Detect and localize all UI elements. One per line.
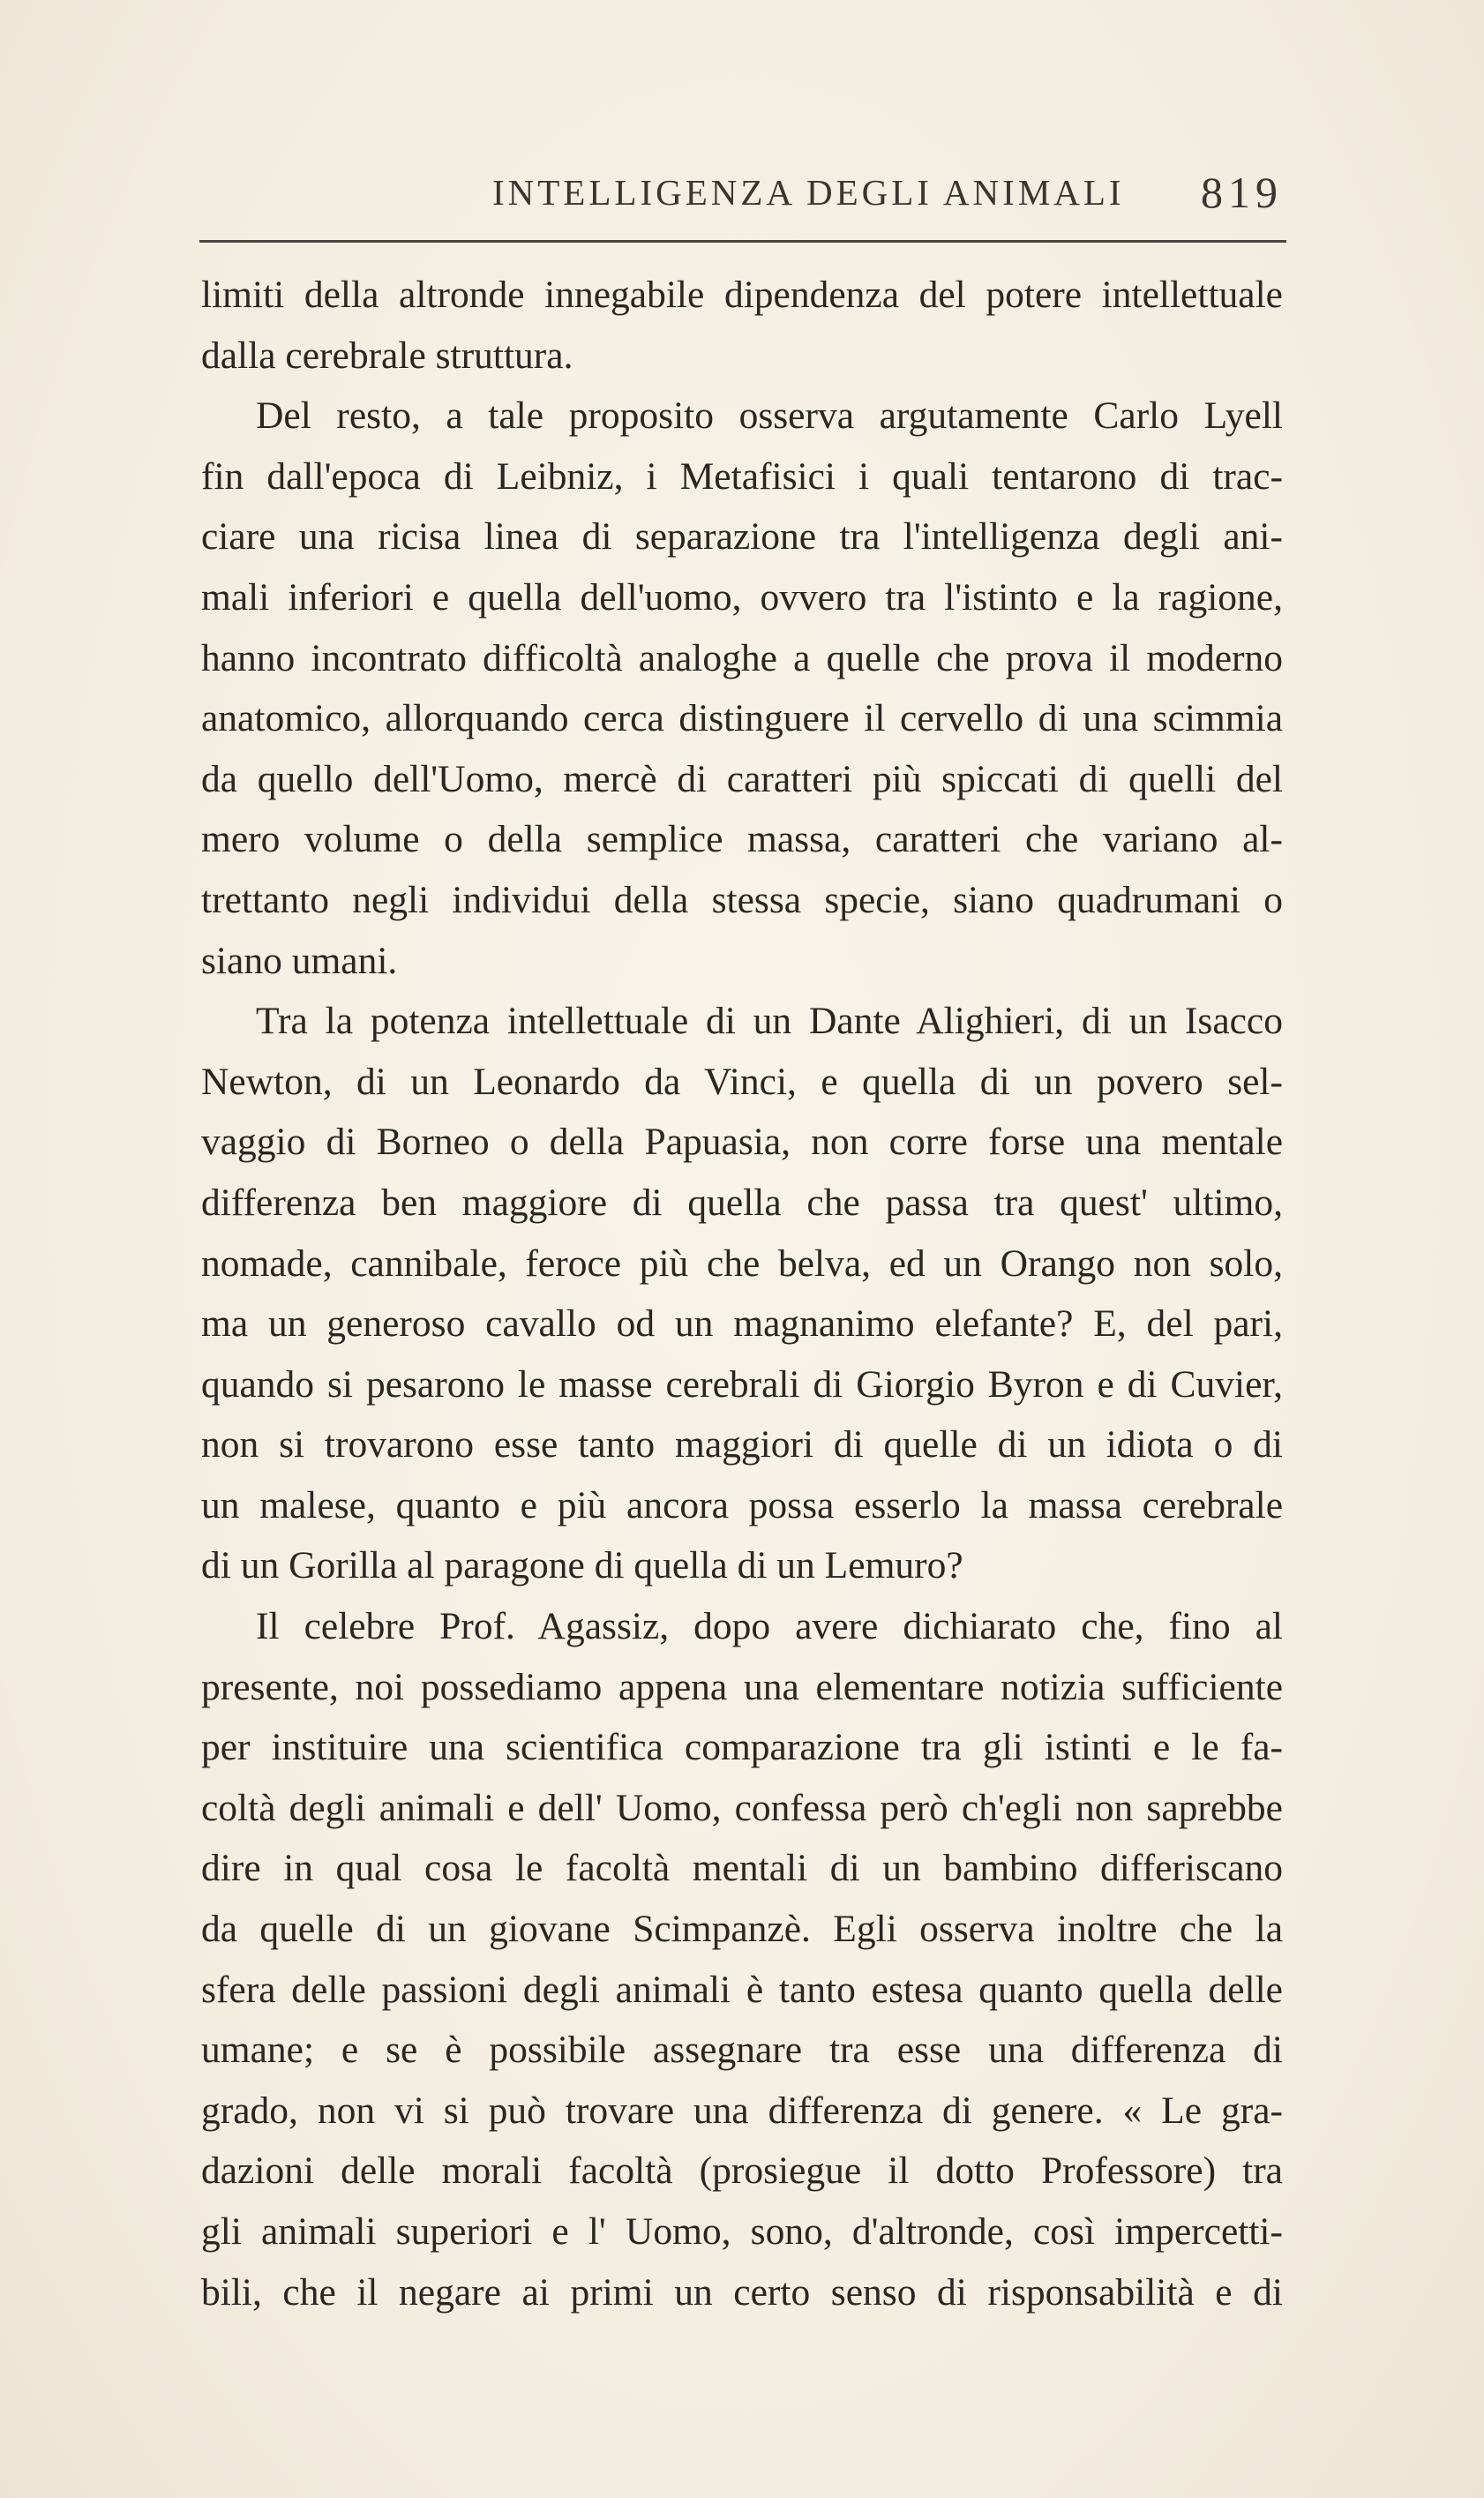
text-line: ma un generoso cavallo od un magnanimo elefante? E, del pari, [201,1302,1283,1346]
text-line: differenza ben maggiore di quella che passa tra quest' ultimo, [201,1181,1283,1224]
text-line: dire in qual cosa le facoltà mentali di un bambino differiscano [201,1847,1283,1890]
text-line: mero volume o della semplice massa, caratteri che variano al- [201,818,1283,861]
text-line: non si trovarono esse tanto maggiori di quelle di un idiota o di [201,1423,1283,1467]
text-line: fin dall'epoca di Leibniz, i Metafisici i quali tentarono di trac- [201,454,1283,498]
text-line: dalla cerebrale struttura. [201,334,573,377]
text-line: un malese, quanto e più ancora possa esserlo la massa cerebrale [201,1483,1283,1527]
text-line: da quello dell'Uomo, mercè di caratteri più spiccati di quelli del [201,757,1283,800]
text-line: quando si pesarono le masse cerebrali di Giorgio Byron e di Cuvier, [201,1362,1283,1406]
text-line: vaggio di Borneo o della Papuasia, non corre forse una mentale [201,1121,1283,1164]
text-line: siano umani. [201,939,398,982]
body-text [201,265,1283,2322]
text-line: limiti della altronde innegabile dipendenza del potere intellettuale [201,274,1283,316]
text-line: grado, non vi si può trovare una differenza di genere. « Le gra- [201,2089,1283,2132]
header-rule [199,240,1286,243]
text-line: presente, noi possediamo appena una elementare notizia sufficiente [201,1665,1283,1708]
text-line: gli animali superiori e l' Uomo, sono, d'altronde, così impercetti- [201,2210,1283,2253]
text-line: trettanto negli individui della stessa specie, siano quadrumani o [201,878,1283,921]
page-header [201,166,1283,219]
text-line: Newton, di un Leonardo da Vinci, e quella di un povero sel- [201,1060,1283,1103]
text-line: anatomico, allorquando cerca distinguere il cervello di una scimmia [201,697,1283,740]
text-line: Tra la potenza intellettuale di un Dante Alighieri, di un Isacco [256,1000,1283,1043]
text-line: mali inferiori e quella dell'uomo, ovvero tra l'istinto e la ragione, [201,575,1283,619]
text-line: Del resto, a tale proposito osserva argutamente Carlo Lyell [256,394,1283,438]
text-line: Il celebre Prof. Agassiz, dopo avere dichiarato che, fino al [256,1605,1283,1648]
text-line: per instituire una scientifica comparazione tra gli istinti e le fa- [201,1726,1283,1769]
page-number: 819 [1201,168,1283,217]
text-line: sfera delle passioni degli animali è tanto estesa quanto quella delle [201,1968,1283,2011]
text-line: di un Gorilla al paragone di quella di un Lemuro? [201,1544,963,1587]
text-line: dazioni delle morali facoltà (prosiegue il dotto Professore) tra [201,2149,1283,2193]
text-line: hanno incontrato difficoltà analoghe a quelle che prova il moderno [201,636,1283,679]
text-line: coltà degli animali e dell' Uomo, confessa però ch'egli non saprebbe [201,1786,1283,1829]
text-line: da quelle di un giovane Scimpanzè. Egli osserva inoltre che la [201,1908,1283,1951]
running-head: INTELLIGENZA DEGLI ANIMALI [492,172,1125,213]
text-line: ciare una ricisa linea di separazione tra l'intelligenza degli ani- [201,515,1283,559]
text-line: bili, che il negare ai primi un certo senso di risponsabilità e di [201,2270,1283,2314]
text-line: umane; e se è possibile assegnare tra esse una differenza di [201,2029,1283,2072]
text-line: nomade, cannibale, feroce più che belva, ed un Orango non solo, [201,1241,1283,1285]
